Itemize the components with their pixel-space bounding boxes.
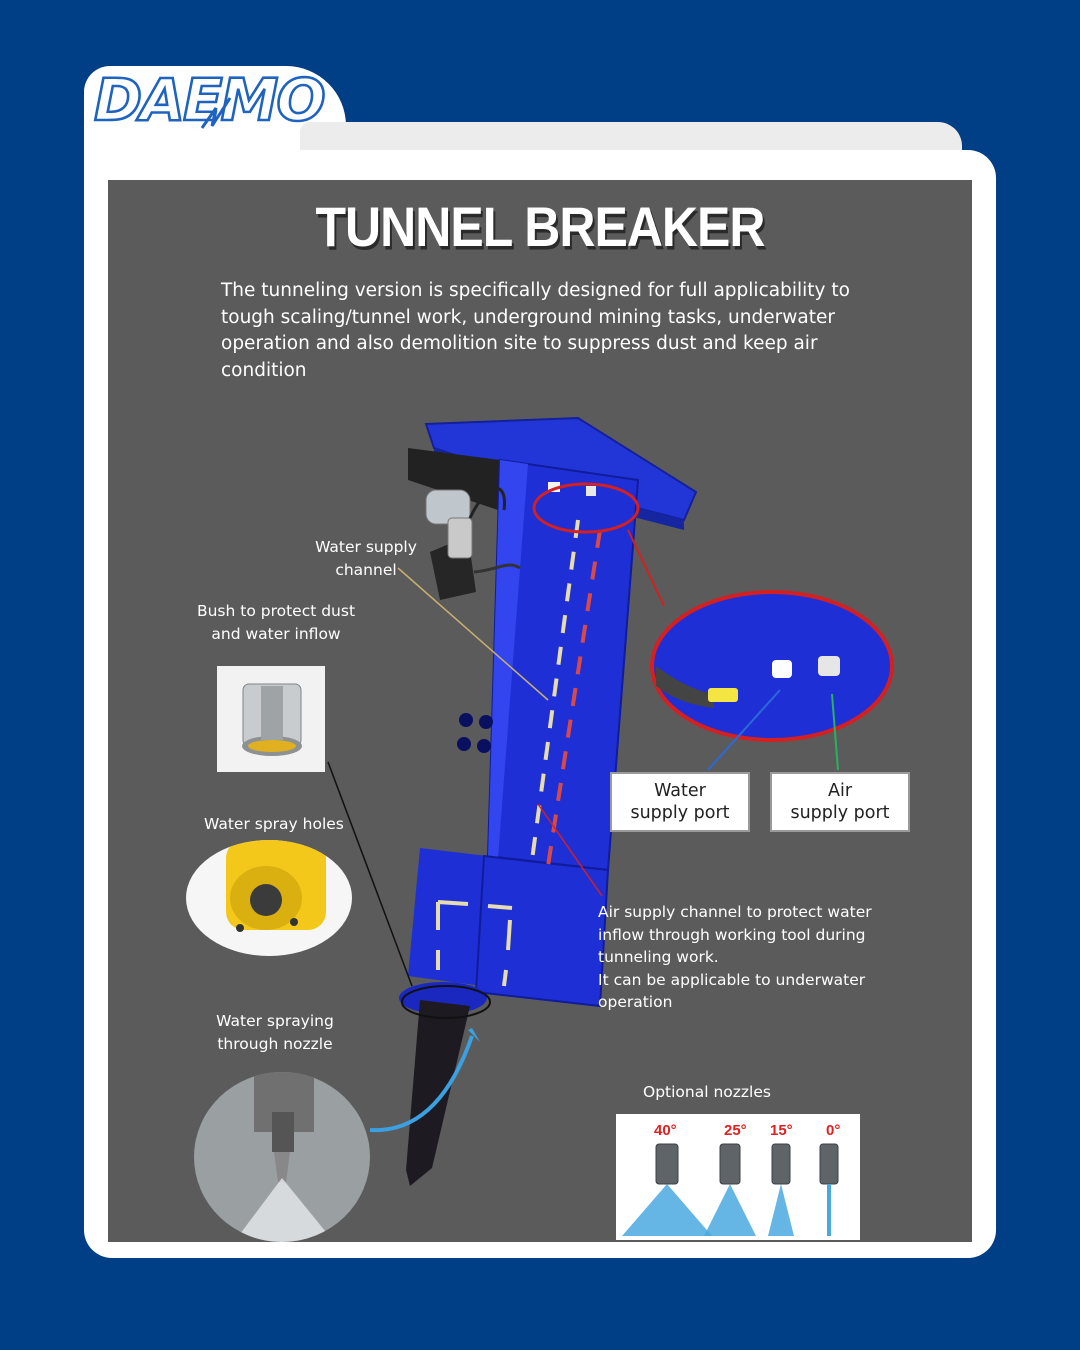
nozzle-angle-40: 40°	[654, 1122, 677, 1139]
logo-text: DAEMO	[94, 68, 324, 134]
water-supply-port-box: Water supply port	[610, 772, 750, 832]
spray-holes-photo	[186, 840, 352, 956]
label-bush: Bush to protect dust and water inflow	[196, 602, 356, 643]
air-supply-port-box: Air supply port	[770, 772, 910, 832]
optional-nozzles-panel	[616, 1114, 860, 1240]
bush-photo	[217, 666, 325, 772]
page-title: TUNNEL BREAKER	[315, 195, 765, 259]
label-air-channel: Air supply channel to protect water inflow through working tool during tunneling work. It can be applicable to underwater operation	[598, 903, 872, 1011]
nozzle-angle-15: 15°	[770, 1122, 793, 1139]
label-spraying-nozzle: Water spraying through nozzle	[216, 1012, 334, 1053]
intro-text: The tunneling version is specifically designed for full applicability to tough scaling/tunnel work, underground mining tasks, underwater operation and also demolition site to suppress dust and keep air condition	[221, 280, 850, 381]
label-optional-nozzles: Optional nozzles	[643, 1083, 771, 1101]
daemo-logo	[90, 68, 326, 144]
nozzle-icon	[616, 1114, 860, 1240]
nozzle-angle-0: 0°	[826, 1122, 841, 1139]
nozzle-spray-photo	[194, 1072, 370, 1242]
tunnel-breaker-panel	[108, 180, 972, 1242]
nozzle-angle-25: 25°	[724, 1122, 747, 1139]
label-water-supply-channel: Water supply channel	[315, 538, 417, 579]
label-spray-holes: Water spray holes	[204, 815, 344, 833]
